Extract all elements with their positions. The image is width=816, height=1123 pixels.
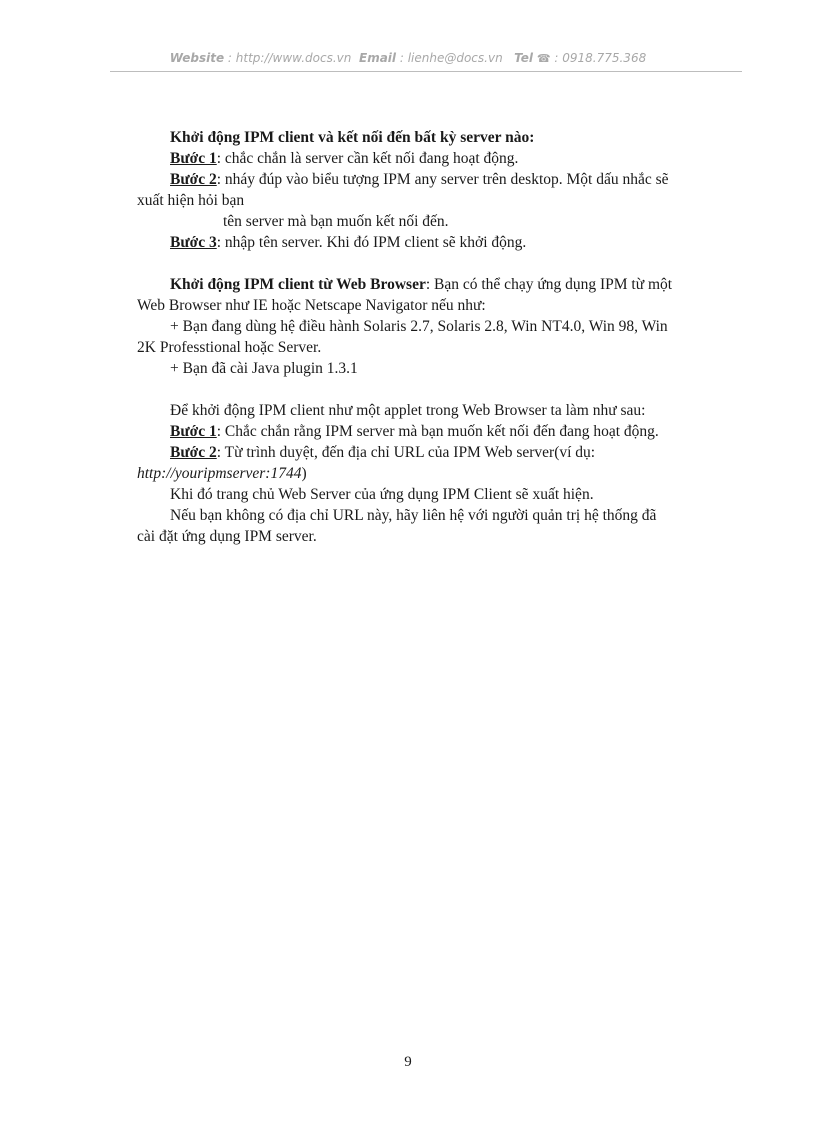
page-number: 9	[404, 1054, 412, 1070]
section1-heading: Khởi động IPM client và kết nối đến bất kỳ server nào:	[170, 129, 535, 146]
email-label: Email	[359, 51, 397, 65]
section3-contact-line: Nếu bạn không có địa chỉ URL này, hãy liên hệ với người quản trị hệ thống đã	[170, 507, 657, 524]
step-label: Bước 2	[170, 444, 217, 461]
step-label: Bước 3	[170, 234, 217, 251]
section3-step2: Bước 2: Từ trình duyệt, đến địa chỉ URL của IPM Web server(ví dụ:	[170, 444, 596, 461]
tel-label: Tel	[514, 51, 534, 65]
section3-home-line: Khi đó trang chủ Web Server của ứng dụng IPM Client sẽ xuất hiện.	[170, 486, 594, 503]
section3-url-line: http://youripmserver:1744)	[137, 465, 307, 482]
header-divider	[110, 71, 742, 72]
section3-contact-cont: cài đặt ứng dụng IPM server.	[137, 528, 317, 545]
page-header	[0, 51, 816, 65]
section3-intro: Để khởi động IPM client như một applet trong Web Browser ta làm như sau:	[170, 402, 646, 419]
section3-step1: Bước 1: Chắc chắn rằng IPM server mà bạn muốn kết nối đến đang hoạt động.	[170, 423, 659, 440]
website-value: : http://www.docs.vn	[224, 51, 352, 65]
section2-line2: Web Browser như IE hoặc Netscape Navigator nếu như:	[137, 297, 486, 314]
section1-step2-cont2: tên server mà bạn muốn kết nối đến.	[223, 213, 449, 230]
email-value: : lienhe@docs.vn	[396, 51, 503, 65]
document-body	[137, 127, 737, 547]
section1-step3: Bước 3: nhập tên server. Khi đó IPM client sẽ khởi động.	[170, 234, 527, 251]
section2-bullet1: + Bạn đang dùng hệ điều hành Solaris 2.7, Solaris 2.8, Win NT4.0, Win 98, Win	[170, 318, 668, 335]
section2-bullet1-cont: 2K Professtional hoặc Server.	[137, 339, 322, 356]
tel-value: : 0918.775.368	[550, 51, 647, 65]
step-label: Bước 2	[170, 171, 217, 188]
website-label: Website	[169, 51, 225, 65]
example-url: http://youripmserver:1744	[137, 465, 302, 482]
section2-bullet2: + Bạn đã cài Java plugin 1.3.1	[170, 360, 358, 377]
phone-icon: ☎	[536, 52, 551, 65]
section1-step1: Bước 1: chắc chắn là server cần kết nối đang hoạt động.	[170, 150, 519, 167]
section2-heading: Khởi động IPM client từ Web Browser: Bạn có thể chạy ứng dụng IPM từ một	[170, 276, 673, 293]
section1-step2-cont: xuất hiện hỏi bạn	[137, 192, 245, 209]
step-label: Bước 1	[170, 150, 217, 167]
step-label: Bước 1	[170, 423, 217, 440]
section1-step2: Bước 2: nháy đúp vào biểu tượng IPM any server trên desktop. Một dấu nhắc sẽ	[170, 171, 669, 188]
